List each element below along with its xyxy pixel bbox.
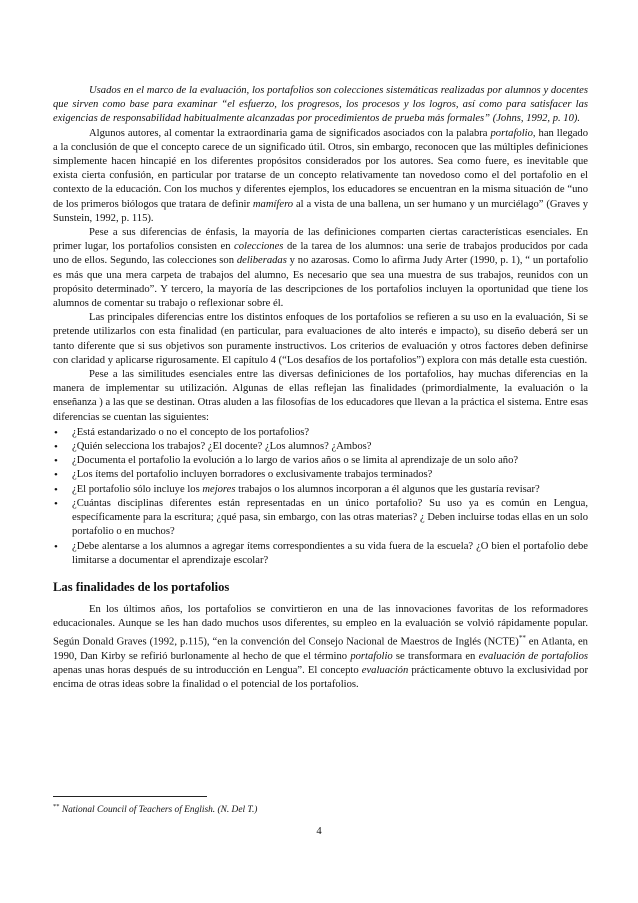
document-body bbox=[53, 84, 588, 693]
emphasis: evaluación bbox=[361, 665, 409, 677]
text-run: trabajos o los alumnos incorporan a él algunos que les gustaría revisar? bbox=[235, 483, 540, 495]
emphasis: portafolio bbox=[350, 651, 393, 663]
emphasis: evaluación de portafolios bbox=[478, 651, 588, 663]
text-run: Algunos autores, al comentar la extraordinaria gama de significados asociados con la palabra bbox=[89, 127, 491, 139]
footnote-text: National Council of Teachers of English. (N. Del T.) bbox=[59, 805, 258, 816]
text-run: Pese a sus diferencias de énfasis, la mayoría de las definiciones comparten ciertas características esenciales. En primer lugar, los portafolios consisten en bbox=[53, 227, 588, 253]
emphasis: colecciones bbox=[234, 241, 284, 253]
text-run: de la tarea de los alumnos: una serie de trabajos producidos por cada uno de ellos. Segundo, las colecciones son bbox=[53, 241, 588, 267]
text-run: y no azarosas. Como lo afirma Judy Arter (1990, p. 1), “ un portafolio es más que una mera carpeta de trabajos del alumno, Es necesario que sea una muestra de sus trabajos, reunidos con un propósito determinado”. Y tercero, la mayoría de las descripciones de los portafolios incluyen la oportunidad que tiene los alumnos de comentar su trabajo o reflexionar sobre él. bbox=[53, 255, 588, 310]
text-run: al a vista de una ballena, un ser humano y un murciélago” (Graves y Sunstein, 1992, p. 115). bbox=[53, 198, 589, 224]
text-run: , han llegado a la conclusión de que el concepto carece de un significado útil. Otros, sin embargo, reconocen que las múltiples definiciones simplemente hacen hincapié en los diferentes propósitos considerados por los autores. Sea como fuere, es inevitable que exista cierta confusión, en particular por tratarse de un concepto relativamente tan novedoso como el del portafolio en el contexto de la educación. Con los muchos y diferentes ejemplos, los educadores se encuentran en la misma situación de “uno de los primeros biólogos que tratara de definir bbox=[53, 127, 588, 210]
paragraph-differences: Las principales diferencias entre los distintos enfoques de los portafolios se refieren a su uso en la evaluación, Si se pretende utilizarlos con esta finalidad (en particular, para evaluaciones de alto interés e impacto), su diseño deberá ser un tanto diferente que si sus objetivos son puramente instructivos. Los criterios de evaluación y otros factores deben definirse con claridad y aplicarse rigurosamente. El capítulo 4 (“Los desafíos de los portafolios”) explora con más detalle esta cuestión. bbox=[53, 312, 588, 366]
list-item: • ¿Quién selecciona los trabajos? ¿El docente? ¿Los alumnos? ¿Ambos? bbox=[53, 440, 588, 454]
section-heading: Las finalidades de los portafolios bbox=[53, 579, 230, 594]
emphasis: mejores bbox=[202, 483, 236, 495]
text-run: apenas unas horas después de su introducción en Lengua”. El concepto bbox=[53, 665, 362, 677]
list-item: • ¿Debe alentarse a los alumnos a agregar ítems correspondientes a su vida fuera de la escuela? ¿O bien el portafolio debe limitarse a documentar el aprendizaje escolar? bbox=[53, 540, 588, 568]
emphasis: mamífero bbox=[252, 198, 294, 210]
text-run: en Atlanta, en 1990, Dan Kirby se refirió burlonamente al hecho de que el término bbox=[53, 636, 588, 663]
footnote-mark: ** bbox=[53, 803, 60, 810]
text-run: prácticamente obtuvo la exclusividad por encima de otras ideas sobre la finalidad o el potencial de los portafolios. bbox=[53, 665, 588, 691]
list-item: • ¿Los ítems del portafolio incluyen borradores o exclusivamente trabajos terminados? bbox=[53, 468, 588, 482]
emphasis: portafolio bbox=[490, 127, 533, 139]
paragraph-purposes bbox=[53, 603, 588, 693]
footnote-ref[interactable]: ** bbox=[518, 634, 526, 643]
list-item: • ¿Está estandarizado o no el concepto de los portafolios? bbox=[53, 426, 588, 440]
bullet-list bbox=[53, 426, 588, 568]
paragraph-similarities: Pese a las similitudes esenciales entre las diversas definiciones de los portafolios, hay muchas diferencias en la manera de implementar su utilización. Algunas de ellas reflejan las finalidades (primordialmente, la evaluación o la enseñanza ) a las que se destinan. Otras aluden a las filosofías de los educadores que llevan a la práctica el sistema. Entre esas diferencias se cuentan las siguientes: bbox=[53, 369, 588, 423]
paragraph-definitions bbox=[53, 127, 588, 226]
list-item bbox=[53, 483, 588, 497]
footnote bbox=[53, 801, 588, 816]
footnote-divider bbox=[53, 796, 207, 797]
text-run: En los últimos años, los portafolios se convirtieron en una de las innovaciones favoritas de los reformadores educacionales. Aunque se les han dado muchos usos diferentes, su empleo en la evaluación se volvió rápidamente popular. Según Donald Graves (1992, p.115), “en la convención del Consejo Nacional de Maestros de Inglés (NCTE) bbox=[53, 603, 588, 648]
emphasis: deliberadas bbox=[236, 255, 287, 267]
list-item: • ¿Documenta el portafolio la evolución a lo largo de varios años o se limita al aprendizaje de un solo año? bbox=[53, 454, 588, 468]
paragraph-characteristics bbox=[53, 226, 588, 311]
page-number: 4 bbox=[316, 826, 322, 837]
list-item: • ¿Cuántas disciplinas diferentes están representadas en un único portafolio? Su uso ya es común en Lengua, específicamente para la escritura; ¿qué pasa, sin embargo, con las otras materias? ¿ Deben incluirse todas ellas en un solo portafolio o en muchos? bbox=[53, 497, 588, 540]
intro-paragraph: Usados en el marco de la evaluación, los portafolios son colecciones sistemáticas realizadas por alumnos y docentes que sirven como base para examinar “el esfuerzo, los progresos, los procesos y los logros, así como para satisfacer las exigencias de responsabilidad habitualmente alcanzadas por procedimientos de prueba más formales” (Johns, 1992, p. 10). bbox=[53, 85, 588, 125]
text-run: se transformara en bbox=[392, 651, 479, 663]
text-run: ¿El portafolio sólo incluye los bbox=[72, 483, 203, 495]
